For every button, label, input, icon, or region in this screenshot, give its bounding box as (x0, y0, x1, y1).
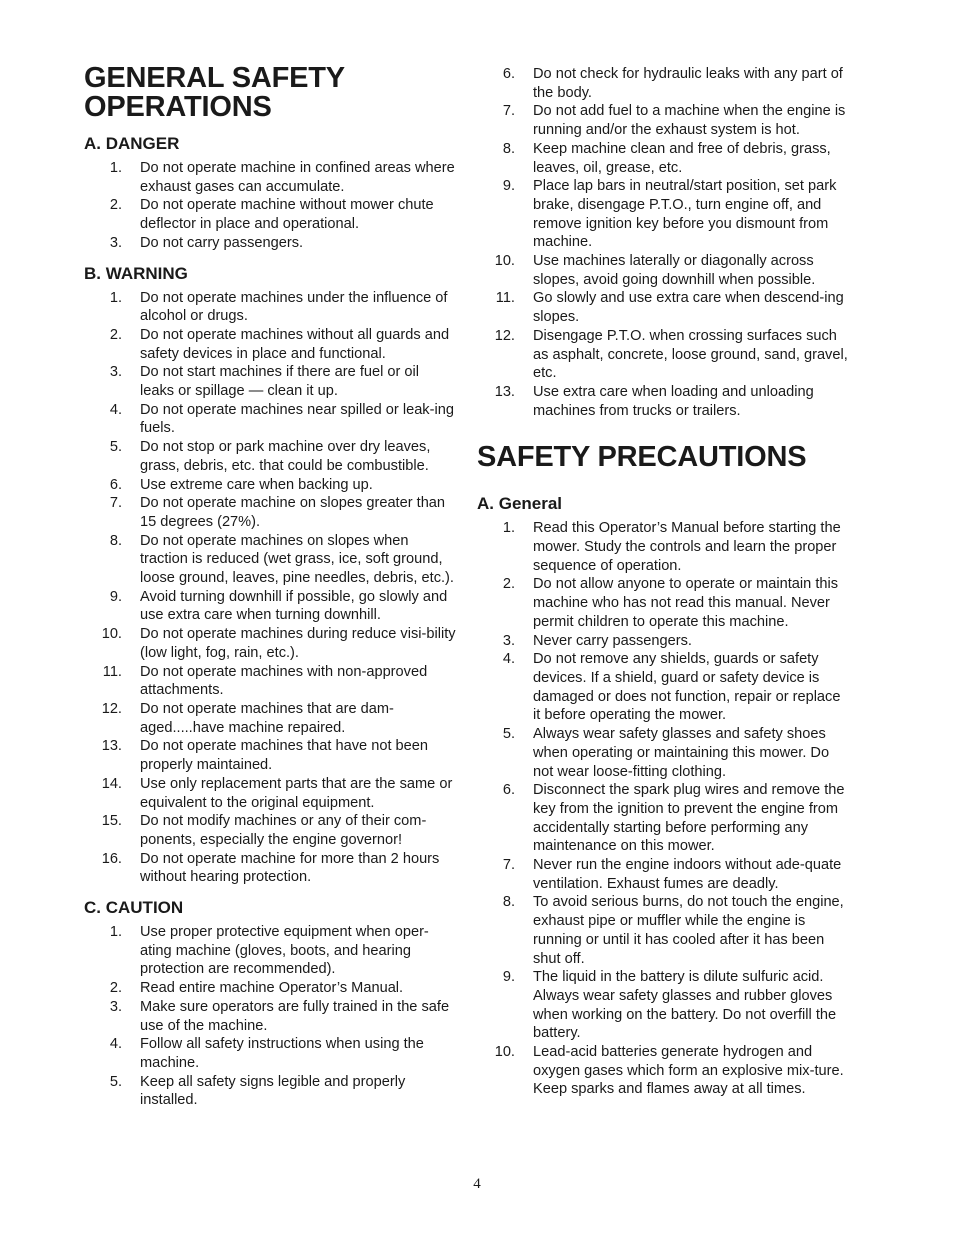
list-item (477, 968, 849, 1043)
list-item (84, 979, 456, 998)
item-number: 6. (502, 782, 515, 799)
item-number: 8. (109, 532, 122, 549)
list-item (84, 363, 456, 400)
item-number: 12. (494, 327, 515, 344)
item-number: 1. (502, 520, 515, 537)
list-item (84, 663, 456, 700)
left-column (84, 0, 456, 1110)
item-number: 9. (502, 178, 515, 195)
item-text: Lead-acid batteries generate hydrogen and oxygen gases which form an explosive mix-ture. Keep sparks and flames away at all times. (533, 1044, 844, 1098)
list-item (477, 856, 849, 893)
item-text: Go slowly and use extra care when descend-ing slopes. (533, 290, 844, 326)
list-item (84, 923, 456, 979)
item-number: 6. (502, 66, 515, 82)
list-item (477, 650, 849, 725)
caution-continued-list (477, 65, 849, 420)
danger-heading: A. DANGER (84, 134, 180, 153)
item-text: To avoid serious burns, do not touch the engine, exhaust pipe or muffler while the engine is running or until it has cooled after it has been shut off. (533, 894, 844, 967)
item-number: 11. (495, 290, 515, 307)
list-item (477, 177, 849, 252)
item-number: 1. (109, 160, 122, 176)
list-item (84, 289, 456, 326)
item-text: Read this Operator’s Manual before starting the mower. Study the controls and learn the proper sequence of operation. (533, 520, 841, 574)
item-text: Disconnect the spark plug wires and remove the key from the ignition to prevent the engine from accidentally starting before performing any maintenance on this mower. (533, 782, 845, 855)
item-number: 10. (494, 1044, 515, 1061)
item-number: 4. (502, 651, 515, 668)
item-text: Avoid turning downhill if possible, go slowly and use extra care when turning downhill. (140, 588, 448, 624)
item-text: Do not stop or park machine over dry leaves, grass, debris, etc. that could be combustible. (140, 439, 431, 474)
item-number: 1. (109, 924, 122, 941)
item-number: 3. (502, 632, 515, 649)
item-text: Do not carry passengers. (140, 234, 304, 251)
item-number: 15. (101, 813, 122, 830)
item-text: Use proper protective equipment when oper-ating machine (gloves, boots, and hearing protection are recommended). (140, 924, 429, 978)
item-number: 3. (109, 998, 122, 1015)
list-item (84, 159, 456, 196)
item-text: Do not operate machines on slopes when traction is reduced (wet grass, ice, soft ground, loose ground, leaves, pine needles, debris, etc.). (140, 532, 454, 587)
list-item (84, 1035, 456, 1072)
list-item (84, 438, 456, 475)
item-text: Do not start machines if there are fuel or oil leaks or spillage — clean it up. (140, 364, 420, 400)
item-text: Do not operate machine for more than 2 hours without hearing protection. (140, 850, 440, 886)
item-text: Do not operate machine without mower chute deflector in place and operational. (140, 197, 434, 233)
item-text: Do not operate machines without all guards and safety devices in place and functional. (140, 326, 450, 362)
item-number: 4. (109, 401, 122, 418)
item-text: Do not remove any shields, guards or safety devices. If a shield, guard or safety device is damaged or does not function, repair or replace it before operating the mower. (533, 651, 841, 724)
item-number: 3. (109, 234, 122, 251)
list-item (84, 401, 456, 438)
item-text: Do not operate machines during reduce visi-bility (low light, fog, rain, etc.). (140, 626, 456, 661)
title-line-2: OPERATIONS (84, 91, 272, 123)
item-text: Do not operate machines under the influence of alcohol or drugs. (140, 289, 448, 325)
item-number: 3. (109, 364, 122, 381)
item-number: 2. (109, 980, 122, 997)
item-text: Do not allow anyone to operate or maintain this machine who has not read this manual. Never permit children to operate this machine. (533, 576, 839, 630)
list-item (477, 327, 849, 383)
list-item (84, 234, 456, 253)
item-text: Do not operate machine on slopes greater than 15 degrees (27%). (140, 495, 446, 530)
item-number: 2. (109, 197, 122, 214)
list-item (84, 196, 456, 233)
item-text: Never run the engine indoors without ade-quate ventilation. Exhaust fumes are deadly. (533, 857, 842, 892)
list-item (84, 737, 456, 774)
item-text: Do not add fuel to a machine when the engine is running and/or the exhaust system is hot. (533, 103, 846, 139)
list-item (477, 252, 849, 289)
item-number: 13. (494, 383, 515, 400)
item-text: Do not operate machines near spilled or leak-ing fuels. (140, 401, 454, 437)
warning-list (84, 289, 456, 888)
item-number: 13. (101, 738, 122, 755)
list-item (477, 893, 849, 968)
list-item (84, 812, 456, 849)
warning-heading: B. WARNING (84, 263, 188, 283)
item-number: 5. (109, 1073, 122, 1090)
list-item (84, 700, 456, 737)
item-number: 14. (101, 775, 122, 792)
item-text: Do not operate machines with non-approved attachments. (140, 663, 428, 699)
list-item (84, 775, 456, 812)
item-text: The liquid in the battery is dilute sulfuric acid. Always wear safety glasses and rubber gloves when working on the battery. Do not overfill the battery. (533, 969, 837, 1042)
item-text: Use extreme care when backing up. (140, 476, 373, 493)
list-item (84, 1073, 456, 1110)
item-number: 5. (109, 439, 122, 456)
item-number: 12. (101, 700, 122, 717)
list-item (84, 532, 456, 588)
item-number: 6. (109, 476, 122, 493)
list-item (84, 494, 456, 531)
item-text: Keep machine clean and free of debris, grass, leaves, oil, grease, etc. (533, 140, 831, 176)
list-item (477, 781, 849, 856)
list-item (477, 383, 849, 420)
list-item (84, 850, 456, 887)
item-text: Do not check for hydraulic leaks with any part of the body. (533, 66, 843, 101)
item-text: Read entire machine Operator’s Manual. (140, 980, 404, 997)
page-number: 4 (473, 1176, 481, 1192)
list-item (477, 65, 849, 102)
general-safety-title (84, 64, 456, 122)
list-item (477, 102, 849, 139)
item-text: Follow all safety instructions when using the machine. (140, 1036, 424, 1071)
item-number: 10. (101, 626, 122, 643)
item-number: 7. (109, 495, 122, 512)
item-text: Use only replacement parts that are the same or equivalent to the original equipment. (140, 775, 453, 811)
item-text: Do not operate machines that have not been properly maintained. (140, 738, 429, 774)
item-number: 10. (494, 253, 515, 270)
caution-heading: C. CAUTION (84, 898, 184, 918)
item-text: Do not modify machines or any of their com-ponents, especially the engine governor! (140, 813, 427, 848)
item-number: 8. (502, 140, 515, 157)
list-item (477, 725, 849, 781)
item-number: 9. (109, 588, 122, 605)
item-number: 4. (109, 1036, 122, 1053)
item-number: 9. (502, 969, 515, 986)
item-text: Always wear safety glasses and safety shoes when operating or maintaining this mower. Do not wear loose-fitting clothing. (533, 726, 830, 780)
item-number: 1. (109, 289, 122, 306)
list-item (84, 998, 456, 1035)
list-item (84, 625, 456, 662)
list-item (477, 140, 849, 177)
item-number: 7. (502, 857, 515, 874)
item-text: Do not operate machine in confined areas where exhaust gases can accumulate. (140, 160, 455, 195)
list-item (477, 575, 849, 631)
list-item (477, 1043, 849, 1099)
item-number: 16. (101, 850, 122, 867)
item-text: Do not operate machines that are dam-aged.....have machine repaired. (140, 700, 394, 736)
list-item (477, 289, 849, 326)
item-number: 2. (109, 326, 122, 343)
item-number: 11. (102, 663, 122, 680)
list-item (84, 476, 456, 495)
item-number: 8. (502, 894, 515, 911)
list-item (477, 632, 849, 651)
caution-list (84, 923, 456, 1110)
safety-precautions-title: SAFETY PRECAUTIONS (477, 441, 807, 474)
right-column (477, 0, 849, 1099)
item-text: Place lap bars in neutral/start position, set park brake, disengage P.T.O., turn engine off, and remove ignition key before you dismount from machine. (533, 178, 837, 251)
item-number: 7. (502, 103, 515, 120)
item-text: Keep all safety signs legible and properly installed. (140, 1073, 406, 1109)
item-text: Make sure operators are fully trained in the safe use of the machine. (140, 998, 450, 1034)
item-text: Disengage P.T.O. when crossing surfaces such as asphalt, concrete, loose ground, sand, gravel, etc. (533, 327, 848, 382)
item-text: Use machines laterally or diagonally across slopes, avoid going downhill when possible. (533, 253, 816, 288)
item-text: Never carry passengers. (533, 632, 692, 649)
danger-list (84, 159, 456, 253)
general-list (477, 519, 849, 1099)
title-line-1: GENERAL SAFETY (84, 62, 345, 94)
item-number: 5. (502, 726, 515, 743)
list-item (84, 326, 456, 363)
list-item (477, 519, 849, 575)
item-text: Use extra care when loading and unloading machines from trucks or trailers. (533, 383, 814, 419)
list-item (84, 588, 456, 625)
general-heading: A. General (477, 494, 563, 514)
item-number: 2. (502, 576, 515, 593)
